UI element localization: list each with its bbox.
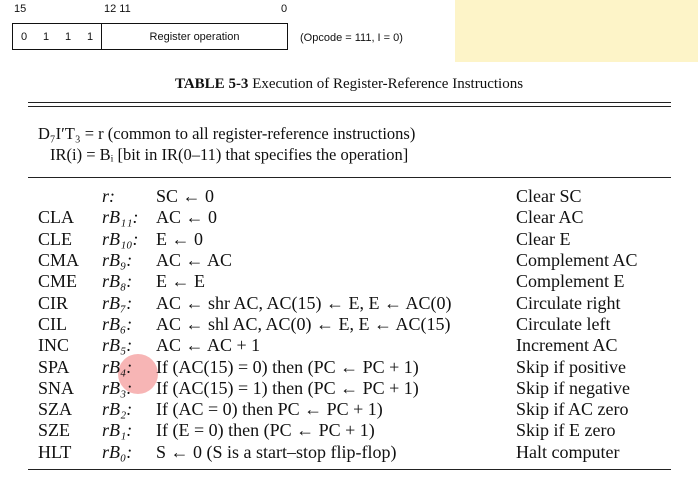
control-function: rB₁: xyxy=(102,420,133,441)
operation-description: Clear SC xyxy=(516,186,582,207)
microoperation: AC ← AC xyxy=(156,250,233,271)
control-function: rB₁₀: xyxy=(102,228,139,249)
bit-15-label: 15 xyxy=(14,3,27,15)
operation-description: Circulate left xyxy=(516,313,611,334)
table-row xyxy=(38,442,678,463)
operation-description: Circulate right xyxy=(516,292,621,313)
table-row xyxy=(38,292,678,313)
table-row xyxy=(38,399,678,420)
header-rule xyxy=(28,177,671,178)
operation-description: Skip if negative xyxy=(516,377,630,398)
table-row xyxy=(38,271,678,292)
microoperation: AC ← shl AC, AC(0) ← E, E ← AC(15) xyxy=(156,313,451,334)
control-function: r: xyxy=(102,186,115,207)
control-function: rB₇: xyxy=(102,292,133,313)
instruction-symbol: CLE xyxy=(38,228,72,249)
operation-description: Skip if E zero xyxy=(516,420,616,441)
microoperation: If (AC = 0) then PC ← PC + 1) xyxy=(156,399,383,420)
operation-description: Clear AC xyxy=(516,207,584,228)
table-row xyxy=(38,356,678,377)
microoperation: S ← 0 (S is a start–stop flip-flop) xyxy=(156,441,397,462)
microoperation: If (E = 0) then (PC ← PC + 1) xyxy=(156,420,375,441)
instruction-symbol: SNA xyxy=(38,377,75,398)
operation-description: Halt computer xyxy=(516,441,620,462)
table-row xyxy=(38,335,678,356)
instruction-symbol: HLT xyxy=(38,441,72,462)
microoperation: AC ← AC + 1 xyxy=(156,335,261,356)
operation-description: Increment AC xyxy=(516,335,618,356)
instruction-symbol: CIL xyxy=(38,313,67,334)
microoperation: AC ← 0 xyxy=(156,207,218,228)
microoperation: If (AC(15) = 0) then (PC ← PC + 1) xyxy=(156,356,419,377)
instruction-symbol: SZA xyxy=(38,399,73,420)
microoperation: E ← E xyxy=(156,271,205,292)
microoperation: AC ← shr AC, AC(15) ← E, E ← AC(0) xyxy=(156,292,452,313)
instruction-format-box xyxy=(12,23,288,50)
control-function: rB₂: xyxy=(102,399,133,420)
table-row xyxy=(38,207,678,228)
format-bit: 1 xyxy=(42,30,50,43)
format-bit: 1 xyxy=(64,30,72,43)
instruction-symbol: SPA xyxy=(38,356,70,377)
register-operation-field: Register operation xyxy=(101,24,287,49)
instruction-symbol xyxy=(38,186,102,207)
table-row xyxy=(38,378,678,399)
bit-0-label: 0 xyxy=(281,3,288,15)
instruction-symbol: CMA xyxy=(38,250,80,271)
instruction-symbol: CME xyxy=(38,271,78,292)
top-rule-2 xyxy=(28,106,671,107)
header-line-2: IR(i) = Bᵢ [bit in IR(0–11) that specifies the operation] xyxy=(50,145,409,164)
operation-description: Complement AC xyxy=(516,250,638,271)
format-bit: 1 xyxy=(86,30,94,43)
operation-description: Skip if AC zero xyxy=(516,399,629,420)
table-row xyxy=(38,420,678,441)
instruction-symbol: INC xyxy=(38,335,69,356)
table-row xyxy=(38,186,678,207)
bottom-rule xyxy=(28,469,671,470)
table-row xyxy=(38,314,678,335)
operation-description: Clear E xyxy=(516,228,571,249)
control-function: rB₈: xyxy=(102,271,133,292)
table-row xyxy=(38,229,678,250)
table-caption: Execution of Register-Reference Instructions xyxy=(252,76,524,92)
control-function: rB₆: xyxy=(102,313,133,334)
control-function: rB₅: xyxy=(102,335,133,356)
microoperation: E ← 0 xyxy=(156,228,203,249)
header-line-1: D₇I′T₃ = r (common to all register-reference instructions) xyxy=(38,124,416,143)
table-title xyxy=(0,76,698,93)
instruction-symbol: CLA xyxy=(38,207,74,228)
table-row xyxy=(38,250,678,271)
microoperation: SC ← 0 xyxy=(156,186,215,207)
control-function: rB₉: xyxy=(102,250,133,271)
instruction-symbol: SZE xyxy=(38,420,71,441)
control-function: rB₁₁: xyxy=(102,207,139,228)
opcode-note: (Opcode = 111, I = 0) xyxy=(300,32,403,44)
highlight-band xyxy=(455,0,698,62)
instruction-symbol: CIR xyxy=(38,292,69,313)
table-number: TABLE 5-3 xyxy=(174,76,249,92)
microoperation: If (AC(15) = 1) then (PC ← PC + 1) xyxy=(156,377,419,398)
operation-description: Complement E xyxy=(516,271,625,292)
bit-12-11-label: 12 11 xyxy=(104,3,131,15)
format-bit: 0 xyxy=(20,30,28,43)
register-reference-table xyxy=(38,186,678,463)
operation-description: Skip if positive xyxy=(516,356,627,377)
control-function: rB₄: xyxy=(102,356,133,377)
top-rule xyxy=(28,102,671,103)
control-function: rB₃: xyxy=(102,377,133,398)
control-function: rB₀: xyxy=(102,441,133,462)
